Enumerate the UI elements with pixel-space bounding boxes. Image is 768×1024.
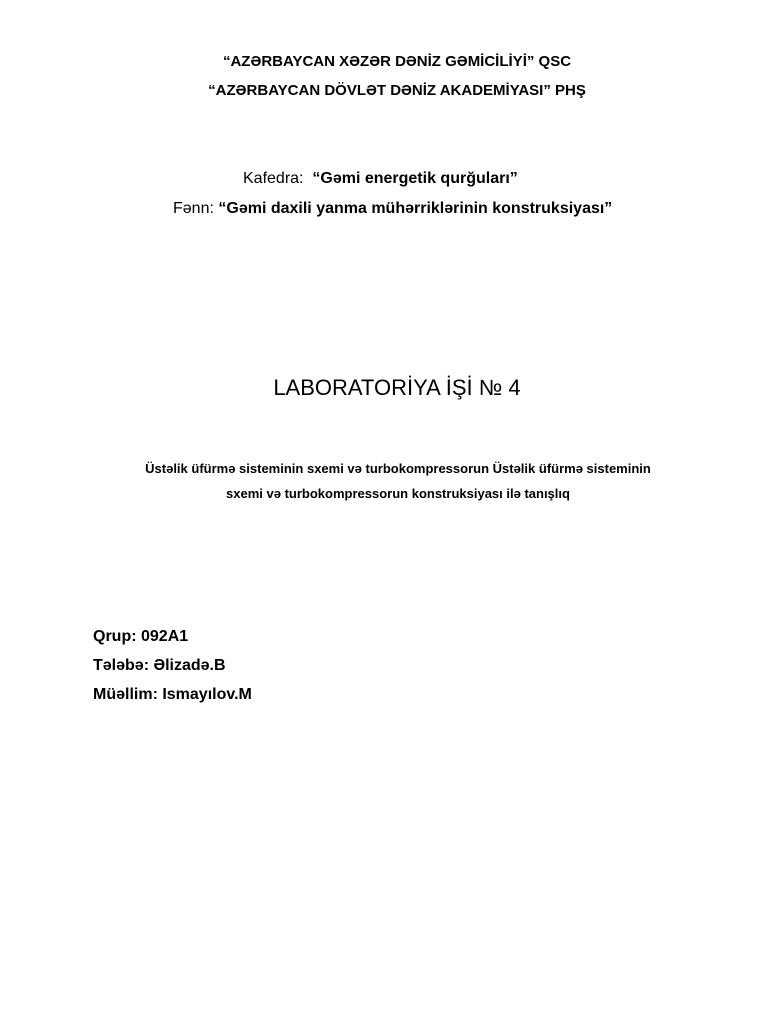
subject-value: “Gəmi daxili yanma mühərriklərinin konstruksiyası” bbox=[218, 200, 613, 217]
teacher-info: Müəllim: Ismayılov.M bbox=[93, 686, 252, 703]
subject-label: Fənn: bbox=[173, 200, 214, 217]
lab-topic bbox=[60, 456, 736, 506]
department-label: Kafedra: bbox=[243, 170, 304, 187]
organization-line-1: “AZƏRBAYCAN XƏZƏR DƏNİZ GƏMİCİLİYİ” QSC bbox=[222, 53, 572, 70]
group-info: Qrup: 092A1 bbox=[93, 628, 189, 645]
lab-topic-line-2: sxemi və turbokompressorun konstruksiyası ilə tanışlıq bbox=[226, 486, 570, 501]
subject-line bbox=[173, 199, 612, 218]
lab-title: LABORATORİYA İŞİ № 4 bbox=[273, 375, 521, 400]
department-value: “Gəmi energetik qurğuları” bbox=[312, 170, 518, 187]
lab-topic-line-1: Üstəlik üfürmə sisteminin sxemi və turbokompressorun Üstəlik üfürmə sisteminin bbox=[145, 461, 651, 476]
student-info: Tələbə: Əlizadə.B bbox=[93, 657, 226, 674]
organization-line-2: “AZƏRBAYCAN DÖVLƏT DƏNİZ AKADEMİYASI” PHŞ bbox=[208, 82, 586, 99]
department-line bbox=[243, 169, 518, 188]
